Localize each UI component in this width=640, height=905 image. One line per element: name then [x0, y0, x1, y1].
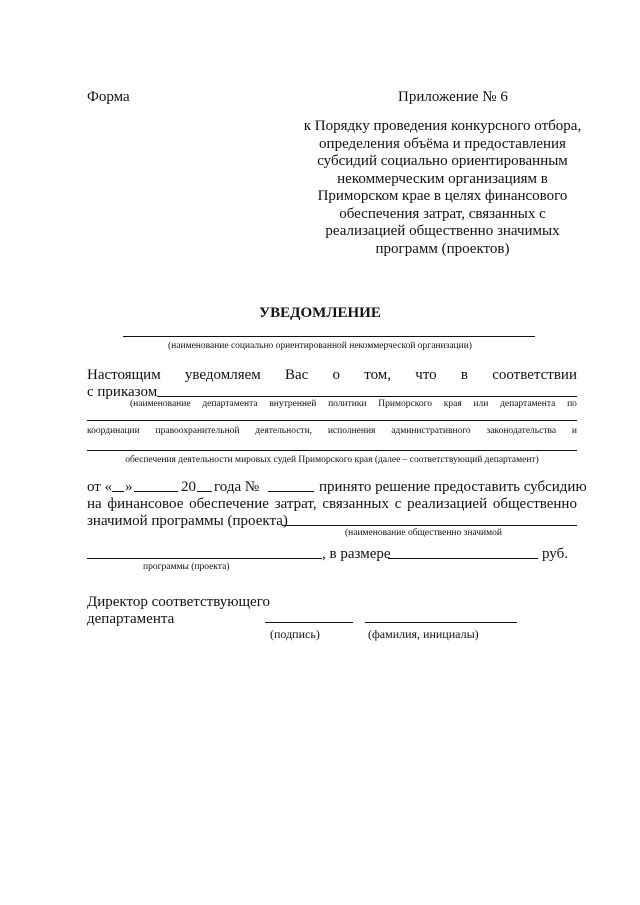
notice-word: том, — [364, 367, 392, 383]
caption-word: по — [567, 399, 577, 409]
program-caption: (наименование общественно значимой — [345, 528, 502, 538]
caption-word: края — [443, 399, 462, 409]
decision-quote-close: » — [125, 479, 133, 495]
org-caption: (наименование социально ориентированной некоммерческой организации) — [168, 341, 472, 351]
dept-caption-3: обеспечения деятельности мировых судей Приморского края (далее – соответствующий департамент) — [125, 455, 539, 465]
dept-line-3 — [87, 450, 577, 451]
year-suffix: года № — [214, 479, 260, 495]
amount-label: , в размере — [322, 546, 391, 562]
year-blank — [197, 491, 212, 492]
decision-word: общественно — [492, 496, 577, 512]
notice-word: соответствии — [492, 367, 577, 383]
program-line — [282, 525, 577, 526]
dept-line-2 — [87, 420, 577, 421]
form-label: Форма — [87, 89, 130, 105]
dept-caption-2 — [87, 426, 577, 437]
notice-word: Настоящим — [87, 367, 161, 383]
caption-word: департамента — [500, 399, 556, 409]
caption-word: законодательства — [486, 426, 557, 436]
amount-line — [388, 558, 538, 559]
caption-word: правоохранительной — [155, 426, 240, 436]
notice-line-1 — [87, 366, 577, 384]
decision-word: финансовое — [107, 496, 184, 512]
notice-word: уведомляем — [184, 367, 261, 383]
order-number-blank — [268, 491, 314, 492]
decision-word: связанных — [322, 496, 389, 512]
day-blank — [112, 491, 124, 492]
notice-word: о — [332, 367, 341, 383]
caption-word: координации — [87, 426, 140, 436]
notice-word: что — [415, 367, 437, 383]
decision-word: обеспечение — [189, 496, 269, 512]
year-prefix: 20 — [181, 479, 196, 495]
director-title-2: департамента — [87, 611, 175, 627]
program-label: значимой программы (проекта) — [87, 513, 288, 529]
org-name-line — [123, 336, 535, 337]
signature-line — [265, 622, 353, 623]
caption-word: и — [571, 426, 577, 436]
caption-word: деятельности, — [255, 426, 313, 436]
decision-word: на — [87, 496, 102, 512]
currency: руб. — [542, 546, 568, 562]
document-title: УВЕДОМЛЕНИЕ — [259, 305, 381, 321]
caption-word: исполнения — [327, 426, 376, 436]
decision-word: реализацией — [407, 496, 488, 512]
name-caption: (фамилия, инициалы) — [368, 627, 479, 641]
decision-text: принято решение предоставить субсидию — [319, 479, 587, 495]
caption-word: Приморского — [378, 399, 432, 409]
program-caption-2: программы (проекта) — [143, 562, 230, 572]
decision-word: затрат, — [274, 496, 317, 512]
order-label: с приказом — [87, 384, 158, 400]
notice-word: Вас — [284, 367, 309, 383]
dept-caption-1 — [130, 399, 577, 410]
appendix-text: к Порядку проведения конкурсного отбора, определения объёма и предоставления субсидий социально ориентированным некоммерческим организациям в Приморском крае в целях финансового обеспечения затрат, связанных с реализацией общественно значимых программ (проектов) — [303, 118, 582, 257]
caption-word: департамента — [202, 399, 258, 409]
appendix-title: Приложение № 6 — [398, 89, 508, 105]
signature-caption: (подпись) — [270, 627, 320, 641]
caption-word: (наименование — [130, 399, 191, 409]
name-line — [365, 622, 517, 623]
decision-word: с — [394, 496, 402, 512]
caption-word: административного — [391, 426, 471, 436]
caption-word: внутренней — [269, 399, 317, 409]
notice-word: в — [460, 367, 468, 383]
caption-word: политики — [328, 399, 367, 409]
order-line — [157, 396, 577, 397]
program-line-2 — [87, 558, 322, 559]
month-blank — [134, 491, 178, 492]
decision-line-2 — [87, 495, 577, 513]
decision-date-from: от « — [87, 479, 113, 495]
director-title-1: Директор соответствующего — [87, 594, 270, 610]
caption-word: или — [473, 399, 489, 409]
